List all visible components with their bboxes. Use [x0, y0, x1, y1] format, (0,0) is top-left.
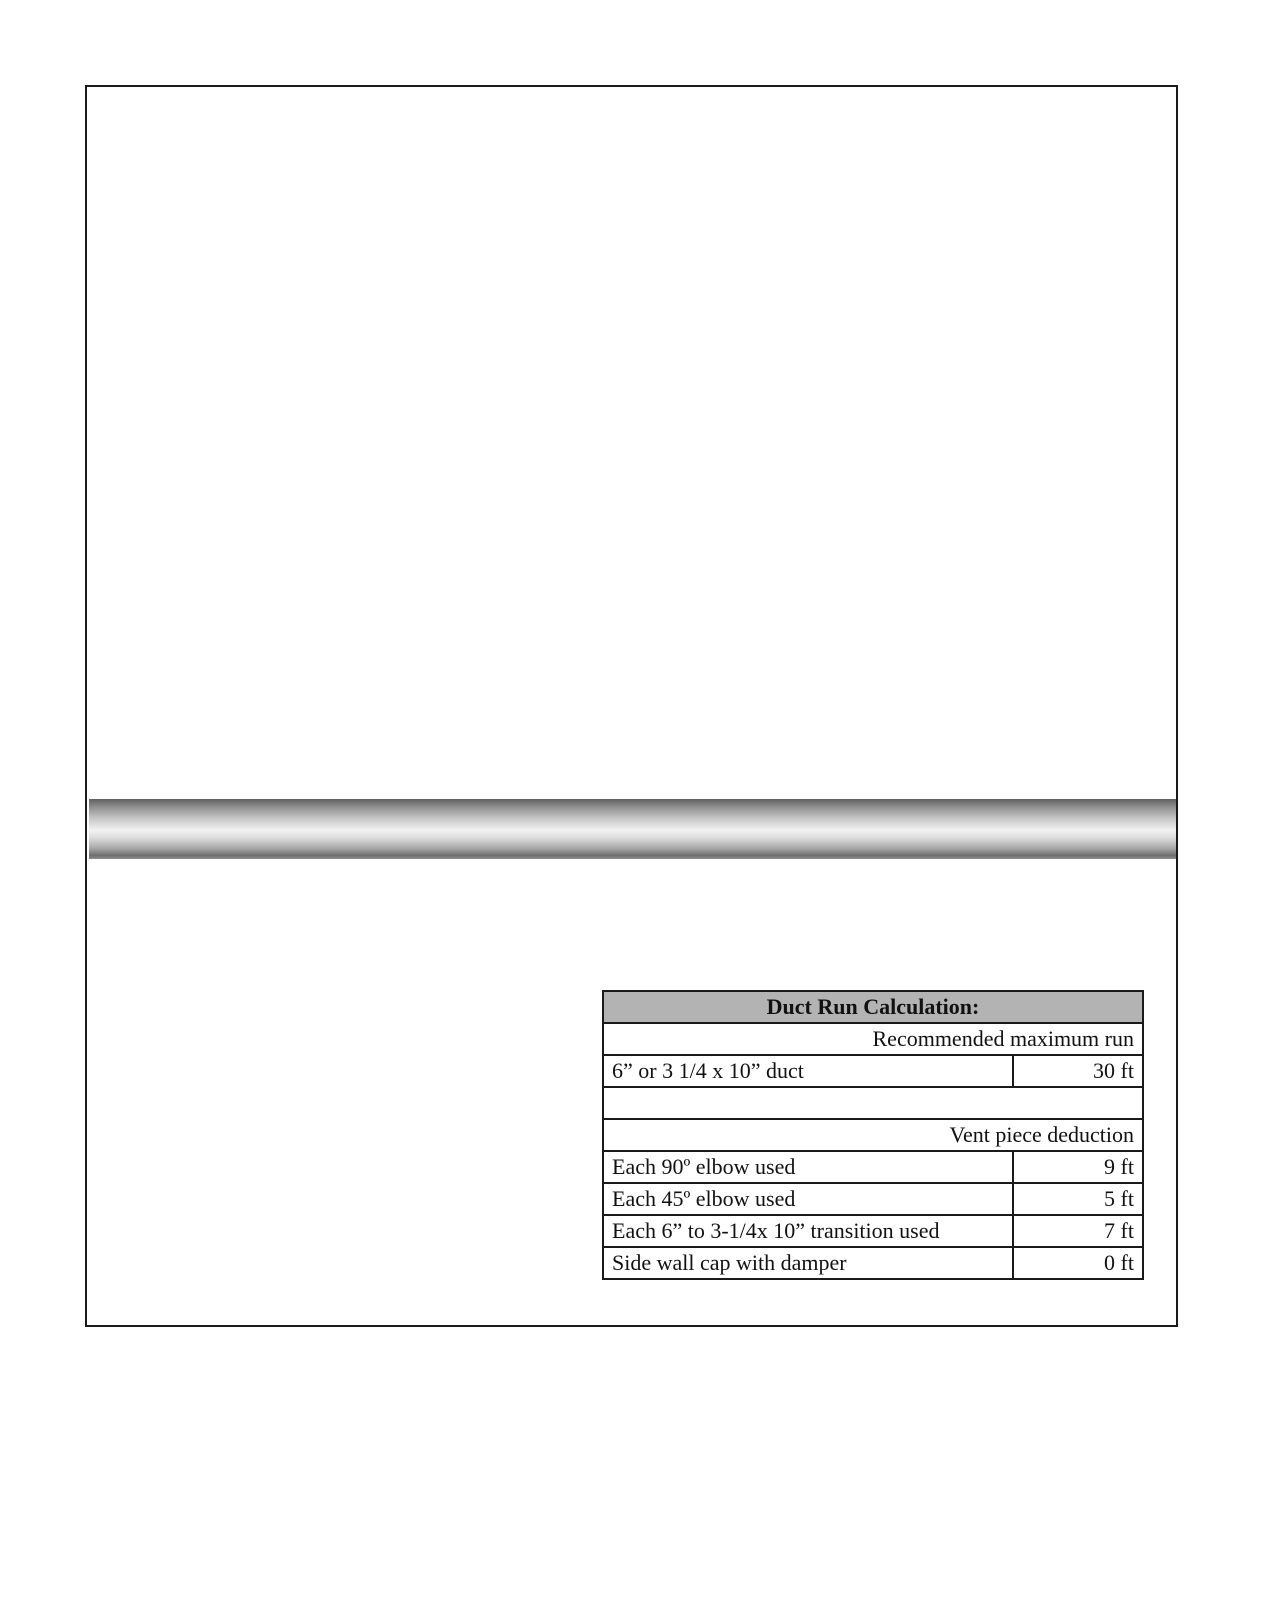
empty-spacer-cell [603, 1087, 1143, 1119]
deduction-heading: Vent piece deduction [603, 1119, 1143, 1151]
duct-run-calculation-table [602, 990, 1144, 1280]
table-row [603, 1151, 1143, 1183]
deduction-value: 9 ft [1013, 1151, 1143, 1183]
max-run-label: 6” or 3 1/4 x 10” duct [603, 1055, 1013, 1087]
deduction-value: 7 ft [1013, 1215, 1143, 1247]
deduction-label: Each 6” to 3-1/4x 10” transition used [603, 1215, 1013, 1247]
table-row [603, 1215, 1143, 1247]
deduction-label: Side wall cap with damper [603, 1247, 1013, 1279]
table-row [603, 1055, 1143, 1087]
table-row [603, 1023, 1143, 1055]
table-row [603, 1247, 1143, 1279]
table-row [603, 1183, 1143, 1215]
table-row-empty [603, 1087, 1143, 1119]
section-divider-bar [89, 799, 1176, 859]
table-title: Duct Run Calculation: [603, 991, 1143, 1023]
deduction-value: 5 ft [1013, 1183, 1143, 1215]
table-header-row [603, 991, 1143, 1023]
deduction-label: Each 90º elbow used [603, 1151, 1013, 1183]
max-run-heading: Recommended maximum run [603, 1023, 1143, 1055]
deduction-label: Each 45º elbow used [603, 1183, 1013, 1215]
max-run-value: 30 ft [1013, 1055, 1143, 1087]
table-row [603, 1119, 1143, 1151]
deduction-value: 0 ft [1013, 1247, 1143, 1279]
page-frame [85, 85, 1178, 1327]
